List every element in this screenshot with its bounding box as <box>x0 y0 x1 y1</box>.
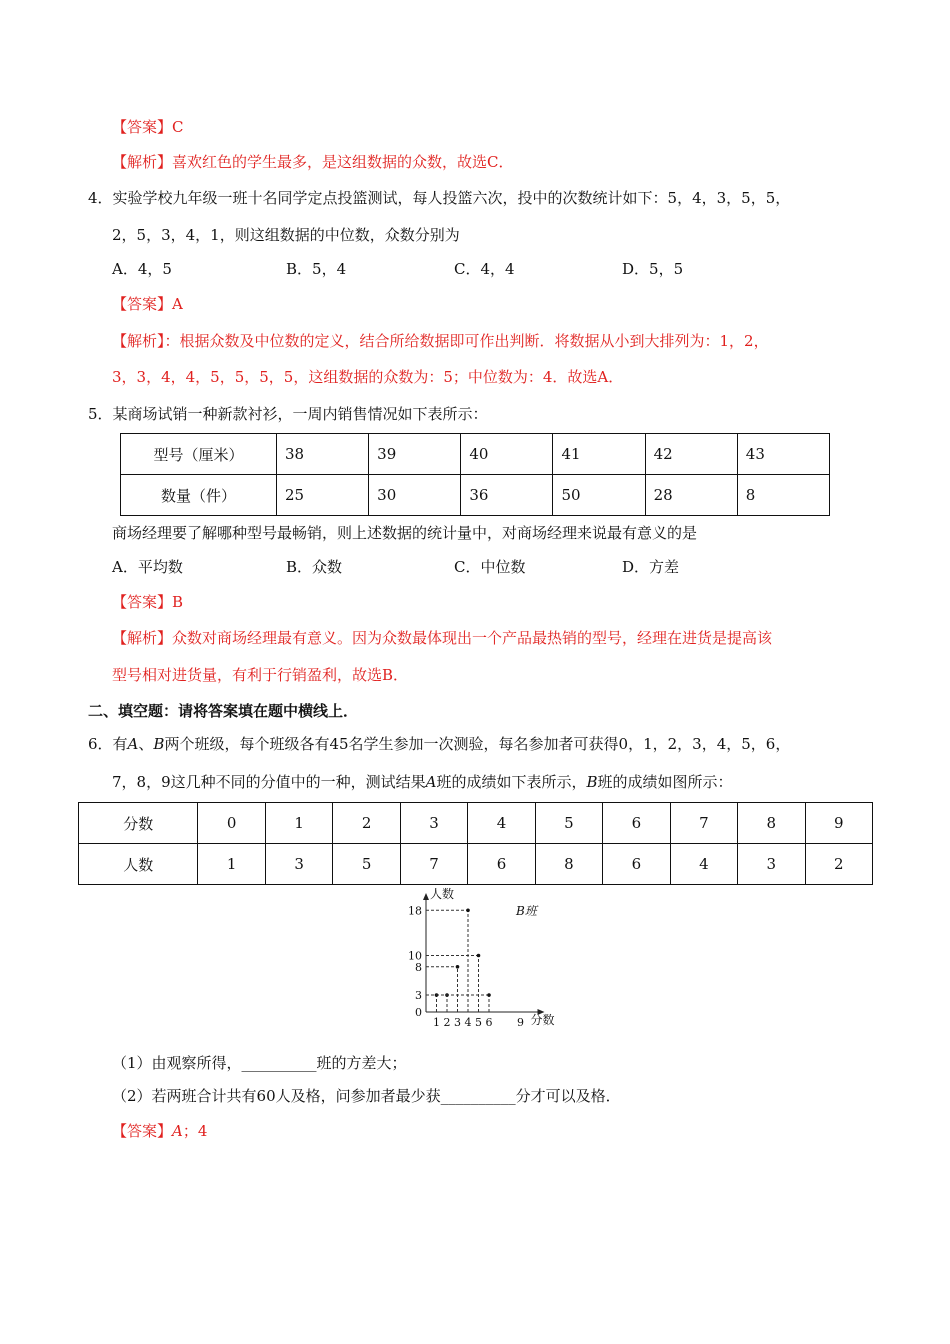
q4-explanation-2: 3，3，4，4，5，5，5，5，这组数据的众数为：5；中位数为：4．故选A． <box>112 368 624 386</box>
q6-sub2: （2）若两班合计共有60人及格，问参加者最少获__________分才可以及格． <box>112 1087 621 1105</box>
q5-explanation-2: 型号相对进货量，有利于行销盈利，故选B． <box>112 666 409 684</box>
table-cell: 4 <box>670 844 737 885</box>
table-cell: 8 <box>738 803 805 844</box>
explanation-c: 【解析】喜欢红色的学生最多，是这组数据的众数，故选C． <box>112 153 514 171</box>
table-cell: 3 <box>400 803 467 844</box>
table-cell: 6 <box>468 844 535 885</box>
data-point <box>466 909 470 913</box>
table-cell: 3 <box>738 844 805 885</box>
y-tick-label: 18 <box>408 904 422 918</box>
q5-option-b: B．众数 <box>286 558 343 576</box>
table-cell: 6 <box>603 844 670 885</box>
table-cell: 1 <box>198 844 265 885</box>
table-cell: 5 <box>333 844 400 885</box>
x-tick-label: 5 <box>475 1016 482 1029</box>
q5-table <box>120 433 830 516</box>
table-cell: 2 <box>333 803 400 844</box>
section-heading: 二、填空题：请将答案填在题中横线上． <box>88 702 359 720</box>
q6-answer: 【答案】A；4 <box>112 1122 208 1140</box>
table-cell: 8 <box>737 475 829 516</box>
q4-option-a: A．4，5 <box>112 260 172 278</box>
answer-c: 【答案】C <box>112 118 184 136</box>
table-cell: 5 <box>535 803 602 844</box>
q6-table <box>78 802 873 885</box>
table-cell: 7 <box>670 803 737 844</box>
data-point <box>456 965 460 969</box>
x-tick-label: 6 <box>485 1016 493 1029</box>
table-row <box>79 844 873 885</box>
table-cell: 0 <box>198 803 265 844</box>
q5-line1: 5．某商场试销一种新款衬衫，一周内销售情况如下表所示： <box>88 405 488 423</box>
q5-option-d: D．方差 <box>622 558 680 576</box>
q5-explanation-1: 【解析】众数对商场经理最有意义。因为众数最体现出一个产品最热销的型号，经理在进货是提高该 <box>112 629 773 647</box>
y-tick-label: 10 <box>408 949 422 963</box>
table-cell: 38 <box>277 434 369 475</box>
table-cell: 8 <box>535 844 602 885</box>
b-class-chart <box>400 884 580 1032</box>
q6-line2: 7，8，9这几种不同的分值中的一种，测试结果A班的成绩如下表所示，B班的成绩如图所示： <box>112 773 733 791</box>
table-cell: 42 <box>645 434 737 475</box>
y-axis-arrow <box>423 893 429 900</box>
table-cell: 25 <box>277 475 369 516</box>
data-point <box>477 954 481 958</box>
table-cell: 人数 <box>79 844 198 885</box>
table-cell: 数量（件） <box>121 475 277 516</box>
y-tick-label: 3 <box>415 989 422 1003</box>
table-cell: 9 <box>805 803 872 844</box>
table-cell: 41 <box>553 434 645 475</box>
table-cell: 4 <box>468 803 535 844</box>
table-cell: 1 <box>265 803 332 844</box>
table-cell: 型号（厘米） <box>121 434 277 475</box>
q5-option-c: C．中位数 <box>454 558 526 576</box>
q6-sub1: （1）由观察所得，__________班的方差大； <box>112 1054 407 1072</box>
y-axis-label: 人数 <box>430 887 455 901</box>
x-tick-label: 1 <box>433 1016 440 1029</box>
table-row <box>121 434 830 475</box>
table-cell: 43 <box>737 434 829 475</box>
q4-option-d: D．5，5 <box>622 260 684 278</box>
table-cell: 50 <box>553 475 645 516</box>
table-cell: 6 <box>603 803 670 844</box>
q4-answer: 【答案】A <box>112 295 183 313</box>
q5-answer: 【答案】B <box>112 593 184 611</box>
table-cell: 28 <box>645 475 737 516</box>
q5-line2: 商场经理要了解哪种型号最畅销，则上述数据的统计量中，对商场经理来说最有意义的是 <box>112 524 698 542</box>
table-cell: 40 <box>461 434 553 475</box>
table-cell: 30 <box>369 475 461 516</box>
x-tick-label: 9 <box>517 1016 524 1029</box>
x-tick-label: 4 <box>464 1016 472 1029</box>
chart-title: B班 <box>516 904 537 918</box>
q4-explanation-1: 【解析】：根据众数及中位数的定义，结合所给数据即可作出判断．将数据从小到大排列为：1，2， <box>112 332 769 350</box>
q4-line1: 4．实验学校九年级一班十名同学定点投篮测试，每人投篮六次，投中的次数统计如下：5，4，3，5，5， <box>88 189 791 207</box>
table-cell: 39 <box>369 434 461 475</box>
q4-line2: 2，5，3，4，1，则这组数据的中位数，众数分别为 <box>112 226 460 244</box>
data-point <box>487 993 491 997</box>
table-row <box>79 803 873 844</box>
x-tick-label: 3 <box>454 1016 461 1029</box>
q5-option-a: A．平均数 <box>112 558 183 576</box>
table-cell: 3 <box>265 844 332 885</box>
x-axis-label: 分数 <box>530 1013 555 1027</box>
y-tick-label: 0 <box>415 1006 422 1019</box>
table-cell: 分数 <box>79 803 198 844</box>
q4-option-b: B．5，4 <box>286 260 347 278</box>
table-row <box>121 475 830 516</box>
q6-line1: 6．有A、B两个班级，每个班级各有45名学生参加一次测验，每名参加者可获得0，1，2，3，4，5，6， <box>88 735 791 753</box>
x-tick-label: 2 <box>443 1016 451 1029</box>
table-cell: 7 <box>400 844 467 885</box>
table-cell: 36 <box>461 475 553 516</box>
q4-option-c: C．4，4 <box>454 260 515 278</box>
table-cell: 2 <box>805 844 872 885</box>
y-tick-label: 8 <box>415 960 422 974</box>
